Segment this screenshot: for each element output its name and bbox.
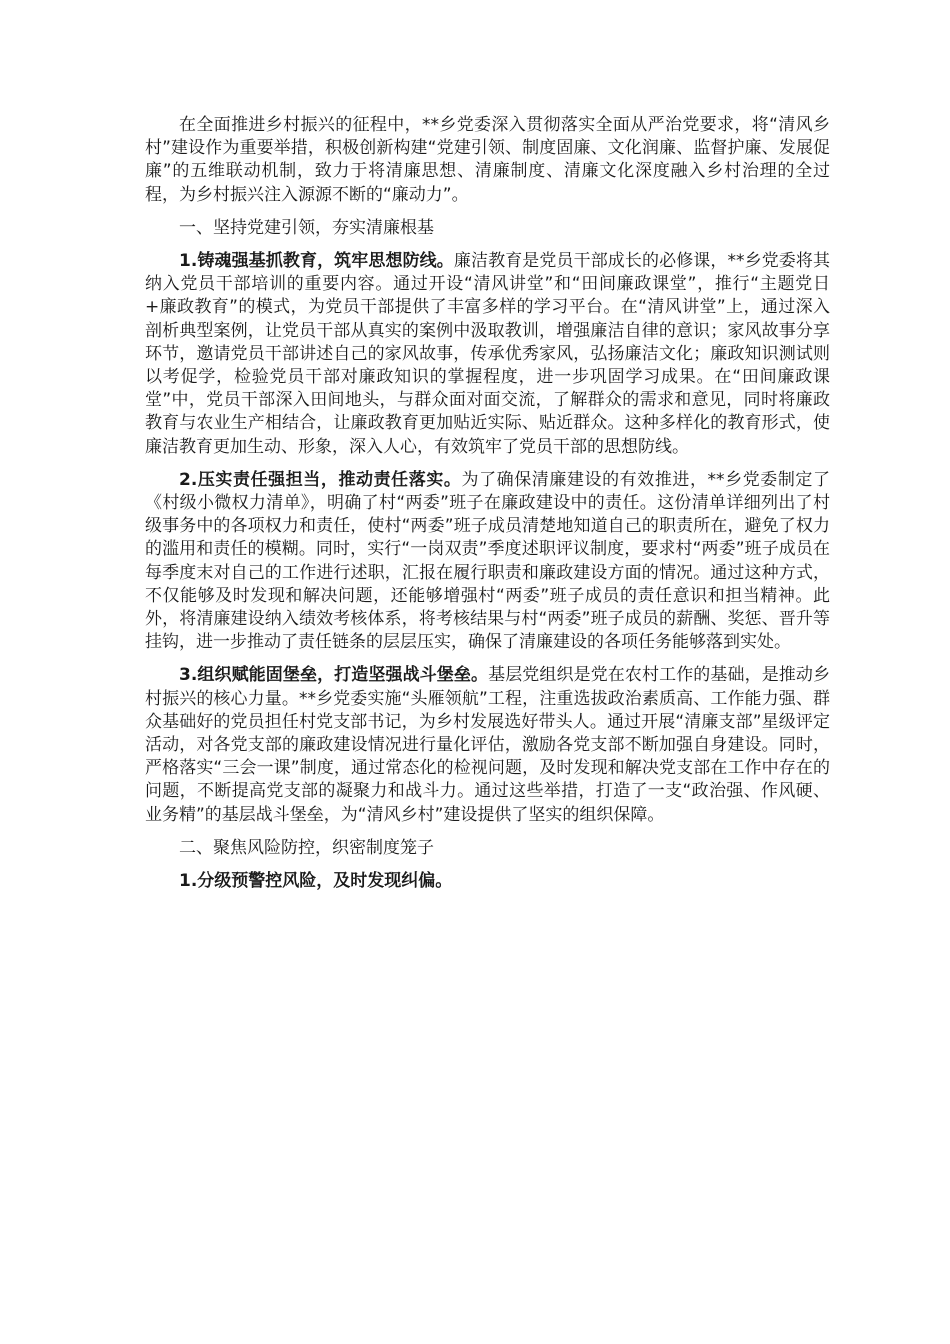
section-1-item-1-body: 廉洁教育是党员干部成长的必修课，**乡党委将其纳入党员干部培训的重要内容。通过开设“清风讲堂”和“田间廉政课堂”，推行“主题党日+廉政教育”的模式，为党员干部提供了丰富多样的学习平台。在“清风讲堂”上，通过深入剖析典型案例，让党员干部从真实的案例中汲取教训，增强廉洁自律的意识；家风故事分享环节，邀请党员干部讲述自己的家风故事，传承优秀家风，弘扬廉洁文化；廉政知识测试则以考促学，检验党员干部对廉政知识的掌握程度，进一步巩固学习成果。在“田间廉政课堂”中，党员干部深入田间地头，与群众面对面交流，了解群众的需求和意见，同时将廉政教育与农业生产相结合，让廉政教育更加贴近实际、贴近群众。这种多样化的教育形式，使廉洁教育更加生动、形象，深入人心，有效筑牢了党员干部的思想防线。: [145, 251, 830, 457]
section-1-heading: 一、坚持党建引领，夯实清廉根基: [179, 217, 434, 238]
section-2-item-1-lead: 1.分级预警控风险，及时发现纠偏。: [179, 871, 453, 892]
section-1-item-1: [145, 250, 830, 459]
section-1-item-3-body: 基层党组织是党在农村工作的基础，是推动乡村振兴的核心力量。**乡党委实施“头雁领航”工程，注重选拔政治素质高、工作能力强、群众基础好的党员担任村党支部书记，为乡村发展选好带头人。通过开展“清廉支部”星级评定活动，对各党支部的廉政建设情况进行量化评估，激励各党支部不断加强自身建设。同时，严格落实“三会一课”制度，通过常态化的检视问题，及时发现和解决党支部在工作中存在的问题，不断提高党支部的凝聚力和战斗力。通过这些举措，打造了一支“政治强、作风硬、业务精”的基层战斗堡垒，为“清风乡村”建设提供了坚实的组织保障。: [145, 665, 830, 825]
section-1-item-2-lead: 2.压实责任强担当，推动责任落实。: [179, 469, 462, 490]
section-1-item-3: [145, 664, 830, 826]
section-2-item-1: [145, 870, 830, 893]
section-1-item-2: [145, 469, 830, 655]
intro-paragraph: 在全面推进乡村振兴的征程中，**乡党委深入贯彻落实全面从严治党要求，将“清风乡村”建设作为重要举措，积极创新构建“党建引领、制度固廉、文化润廉、监督护廉、发展促廉”的五维联动机制，致力于将清廉思想、清廉制度、清廉文化深度融入乡村治理的全过程，为乡村振兴注入源源不断的“廉动力”。: [145, 115, 830, 205]
section-2-heading: 二、聚焦风险防控，织密制度笼子: [179, 837, 434, 858]
section-1-item-2-body: 为了确保清廉建设的有效推进，**乡党委制定了《村级小微权力清单》，明确了村“两委”班子在廉政建设中的责任。这份清单详细列出了村级事务中的各项权力和责任，使村“两委”班子成员清楚地知道自己的职责所在，避免了权力的滥用和责任的模糊。同时，实行“一岗双责”季度述职评议制度，要求村“两委”班子成员在每季度末对自己的工作进行述职，汇报在履行职责和廉政建设方面的情况。通过这种方式，不仅能够及时发现和解决问题，还能够增强村“两委”班子成员的责任意识和担当精神。此外，将清廉建设纳入绩效考核体系，将考核结果与村“两委”班子成员的薪酬、奖惩、晋升等挂钩，进一步推动了责任链条的层层压实，确保了清廉建设的各项任务能够落到实处。: [145, 469, 831, 653]
document-page: [145, 114, 830, 903]
section-1-item-3-lead: 3.组织赋能固堡垒，打造坚强战斗堡垒。: [179, 665, 489, 686]
section-1-item-1-lead: 1.铸魂强基抓教育，筑牢思想防线。: [179, 251, 454, 272]
